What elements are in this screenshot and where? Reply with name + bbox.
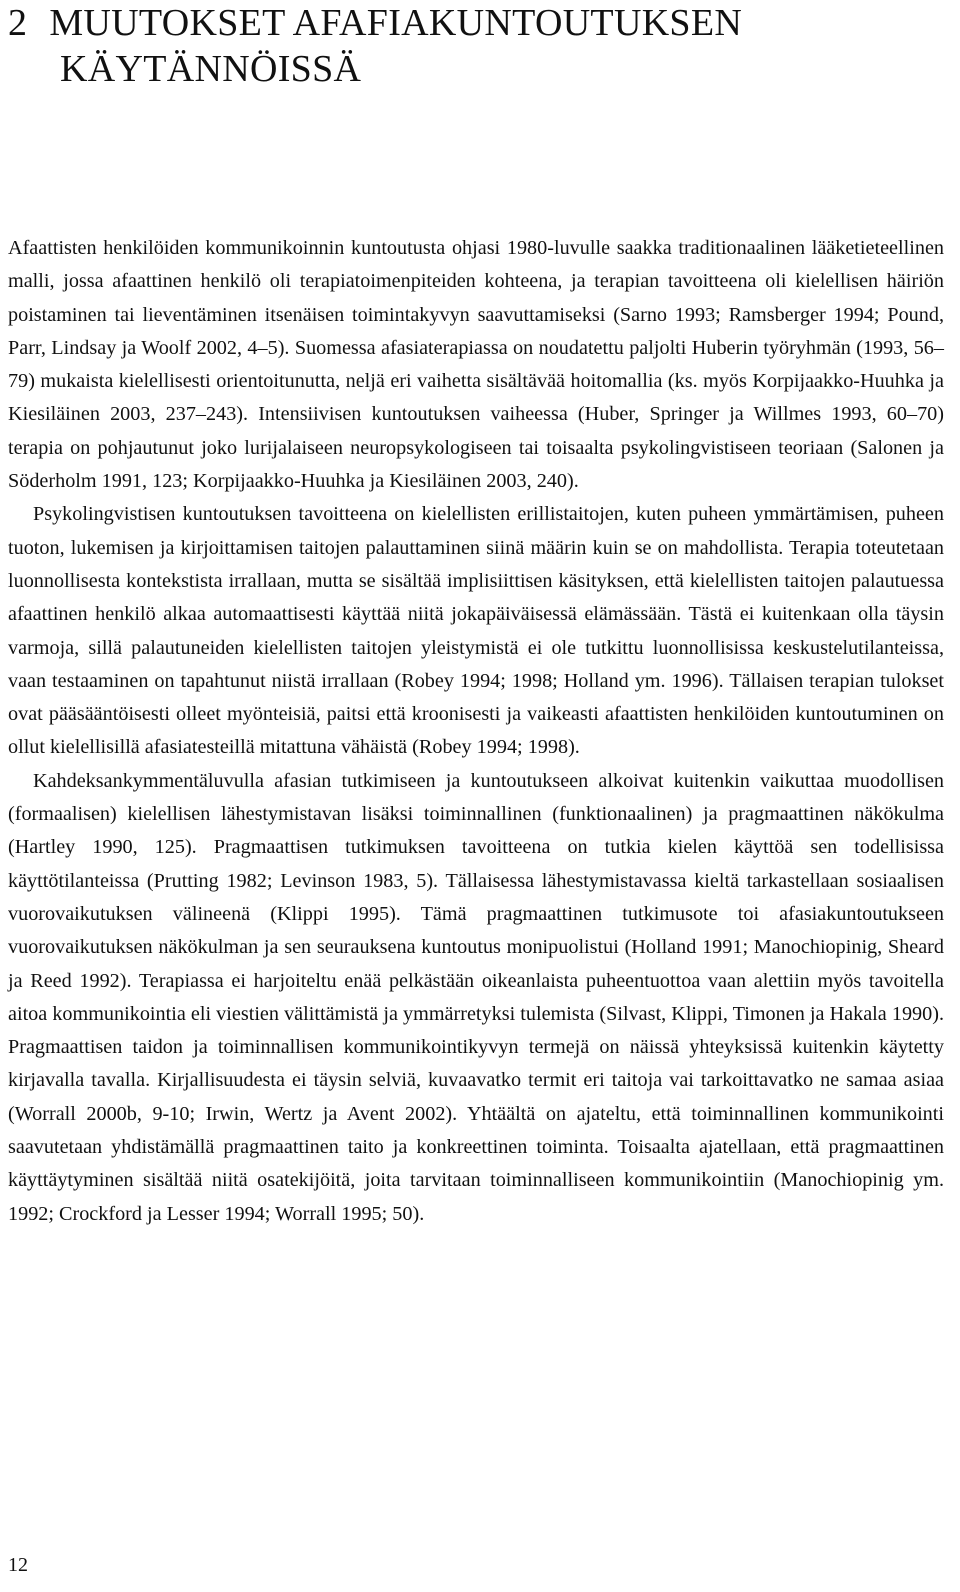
paragraph-2: Psykolingvistisen kuntoutuksen tavoitteena on kielellisten erillistaitojen, kuten puheen ymmärtämisen, puheen tuoton, lukemisen ja kirjoittamisen taitojen palauttaminen siinä määrin kuin se on mahdollista. Terapia toteutetaan luonnollisesta kontekstista irrallaan, mutta se sisältää implisiittisen käsityksen, että kielellisten taitojen palautuessa afaattinen henkilö alkaa automaattisesti käyttää niitä jokapäiväisessä elämässään. Tästä ei kuitenkaan olla täysin varmoja, sillä palautuneiden kielellisten taitojen yleistymistä ei ole tutkittu luonnollisissa keskustelutilanteissa, vaan testaaminen on tapahtunut niistä irrallaan (Robey 1994; 1998; Holland ym. 1996). Tällaisen terapian tulokset ovat pääsääntöisesti olleet myönteisiä, paitsi että kroonisesti ja vaikeasti afaattisten henkilöiden kuntoutuminen on ollut kielellisillä afasiatesteillä mitattuna vähäistä (Robey 1994; 1998).	[8, 503, 944, 759]
chapter-heading	[8, 0, 742, 92]
chapter-title-line-2: KÄYTÄNNÖISSÄ	[60, 48, 362, 90]
chapter-title-line-1: MUUTOKSET AFAFIAKUNTOUTUKSEN	[49, 2, 743, 44]
paragraph-1: Afaattisten henkilöiden kommunikoinnin kuntoutusta ohjasi 1980-luvulle saakka traditionaalinen lääketieteellinen malli, jossa afaattinen henkilö oli terapiatoimenpiteiden kohteena, ja terapian tavoitteena oli kielellisen häiriön poistaminen tai lieventäminen itsenäisen toimintakyvyn saavuttamiseksi (Sarno 1993; Ramsberger 1994; Pound, Parr, Lindsay ja Woolf 2002, 4–5). Suomessa afasiaterapiassa on noudatettu paljolti Huberin työryhmän (1993, 56–79) mukaista kielellisesti orientoitunutta, neljä eri vaihetta sisältävää hoitomallia (ks. myös Korpijaakko-Huuhka ja Kiesiläinen 2003, 237–243). Intensiivisen kuntoutuksen vaiheessa (Huber, Springer ja Willmes 1993, 60–70) terapia on pohjautunut joko lurijalaiseen neuropsykologiseen tai toisaalta psykolingvistiseen teoriaan (Salonen ja Söderholm 1991, 123; Korpijaakko-Huuhka ja Kiesiläinen 2003, 240).	[8, 237, 944, 493]
paragraph-3: Kahdeksankymmentäluvulla afasian tutkimiseen ja kuntoutukseen alkoivat kuitenkin vaikuttaa muodollisen (formaalisen) kielellisen lähestymistavan lisäksi toiminnallinen (funktionaalinen) ja pragmaattinen näkökulma (Hartley 1990, 125). Pragmaattisen tutkimuksen tavoitteena on tutkia kielen käyttöä sen todellisissa käyttötilanteissa (Prutting 1982; Levinson 1983, 5). Tällaisessa lähestymistavassa kieltä tarkastellaan sosiaalisen vuorovaikutuksen välineenä (Klippi 1995). Tämä pragmaattinen tutkimusote toi afasiakuntoutukseen vuorovaikutuksen näkökulman ja sen seurauksena kuntoutus monipuolistui (Holland 1991; Manochiopinig, Sheard ja Reed 1992). Terapiassa ei harjoiteltu enää pelkästään oikeanlaista puheentuottoa vaan alettiin myös tavoitella aitoa kommunikointia eli viestien välittämistä ja ymmärretyksi tulemista (Silvast, Klippi, Timonen ja Hakala 1990). Pragmaattisen taidon ja toiminnallisen kommunikointikyvyn termejä on näissä yhteyksissä kuitenkin käytetty kirjavalla tavalla. Kirjallisuudesta ei täysin selviä, kuvaavatko termit eri taitoja vai tarkoittavatko ne samaa asiaa (Worrall 2000b, 9-10; Irwin, Wertz ja Avent 2002). Yhtäältä on ajateltu, että toiminnallinen kommunikointi saavutetaan yhdistämällä pragmaattinen taito ja konkreettinen toiminta. Toisaalta ajatellaan, että pragmaattinen käyttäytyminen sisältää niitä osatekijöitä, joita tarvitaan toiminnalliseen kommunikointiin (Manochiopinig ym. 1992; Crockford ja Lesser 1994; Worrall 1995; 50).	[8, 769, 944, 1225]
chapter-number: 2	[8, 2, 28, 44]
body-text	[8, 232, 944, 1231]
page-number: 12	[8, 1554, 28, 1576]
